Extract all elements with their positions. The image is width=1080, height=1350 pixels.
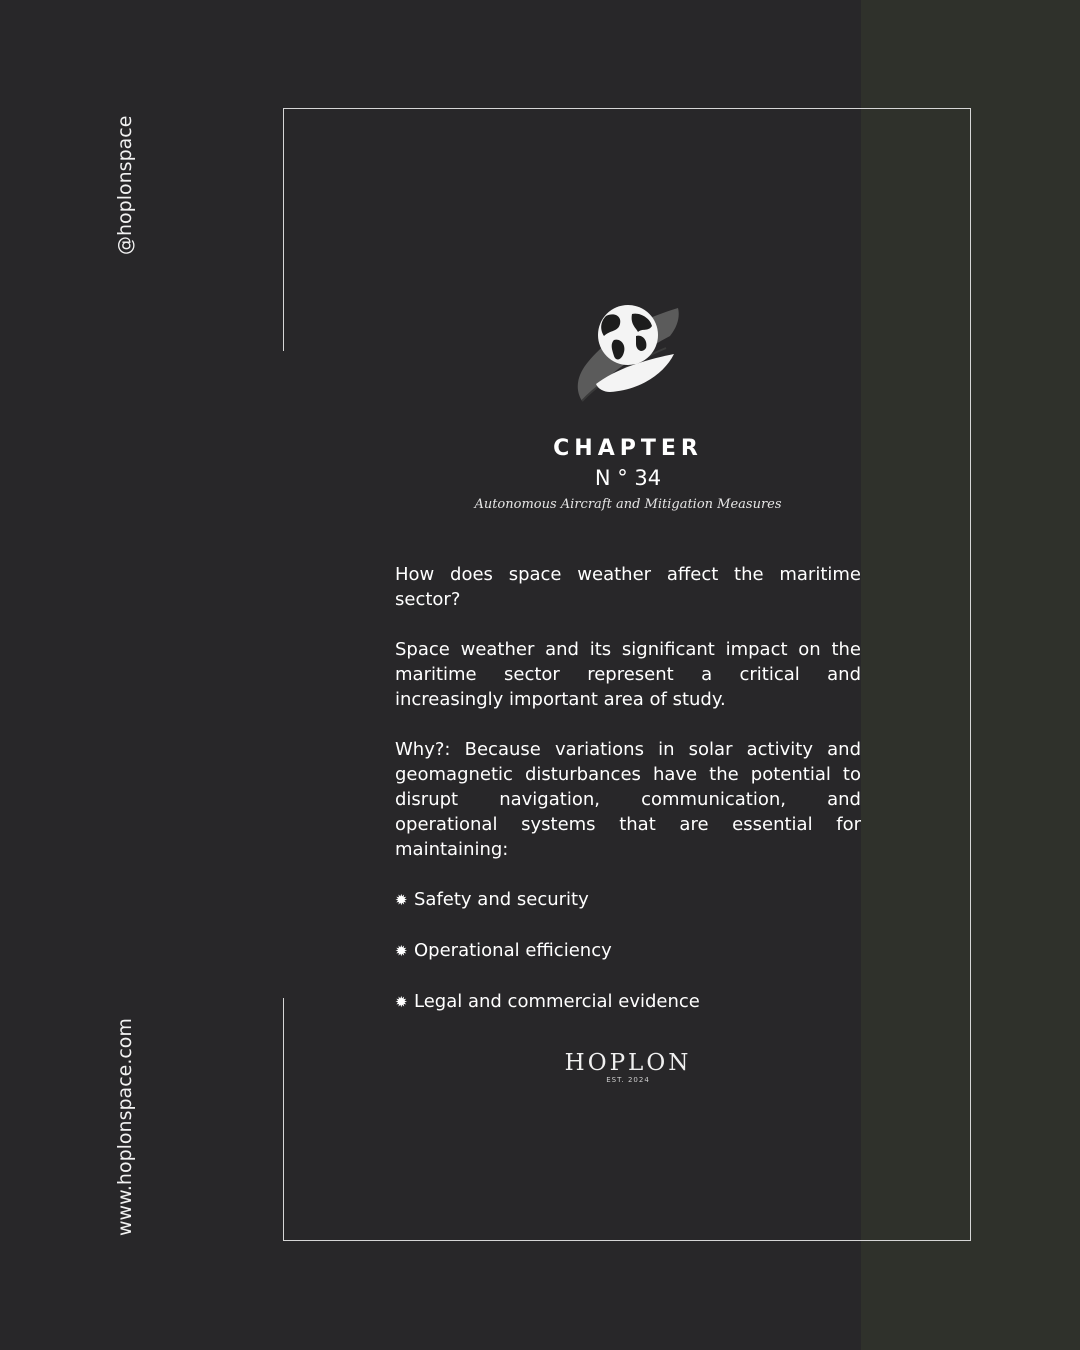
list-item xyxy=(395,938,861,964)
star-bullet-icon: ✹ xyxy=(395,891,408,909)
globe-leaf-icon xyxy=(570,302,688,406)
list-item xyxy=(395,887,861,913)
star-bullet-icon: ✹ xyxy=(395,942,408,960)
brand-logo: HOPLON xyxy=(564,1050,692,1076)
website-url: www.hoplonspace.com xyxy=(114,1018,136,1236)
chapter-label: CHAPTER xyxy=(553,436,703,461)
brand-tagline: EST. 2024 xyxy=(606,1076,650,1084)
list-item-text: Safety and security xyxy=(414,889,589,910)
question-text: How does space weather affect the maritime sector? xyxy=(395,564,861,610)
list-item-text: Operational efficiency xyxy=(414,940,612,961)
chapter-number: N ° 34 xyxy=(594,466,662,490)
chapter-subtitle: Autonomous Aircraft and Mitigation Measures xyxy=(474,497,782,512)
frame-gap xyxy=(280,351,288,998)
paragraph-impact: Space weather and its significant impact on the maritime sector represent a critical and increasingly important area of study. xyxy=(395,639,861,710)
list-item xyxy=(395,989,861,1015)
paragraph-why: Why?: Because variations in solar activity and geomagnetic disturbances have the potential to disrupt navigation, communication, and operational systems that are essential for maintaining: xyxy=(395,739,861,860)
article-body xyxy=(395,562,861,1040)
star-bullet-icon: ✹ xyxy=(395,993,408,1011)
social-handle: @hoplonspace xyxy=(114,115,136,255)
list-item-text: Legal and commercial evidence xyxy=(414,991,700,1012)
